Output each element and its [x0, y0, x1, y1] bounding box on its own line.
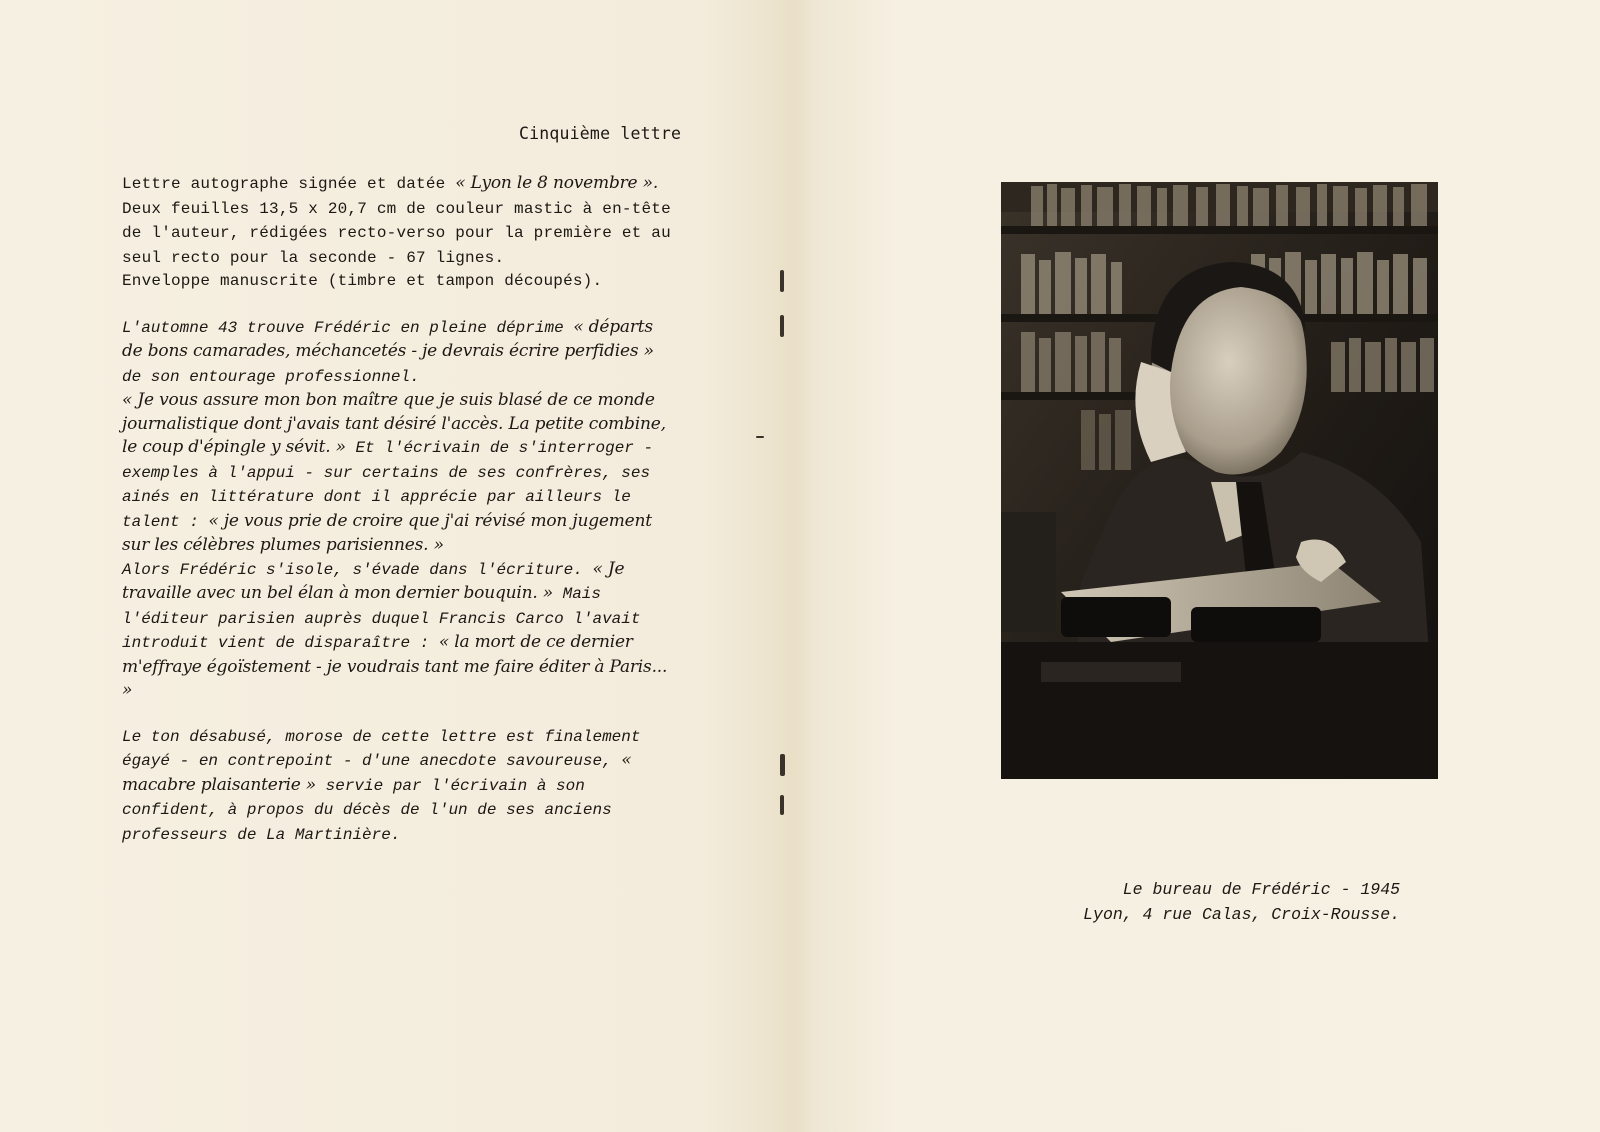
letter-description — [122, 172, 677, 847]
text-run: « macabre plaisanterie » — [122, 750, 632, 795]
para-description — [122, 172, 677, 270]
para-journalism — [122, 389, 677, 558]
text-run: servie par l'écrivain à son confident, à propos du décès de l'un de ses anciens professeurs de La Martinière. — [122, 776, 612, 844]
text-run: « je vous prie de croire que j'ai révisé mon jugement sur les célèbres plumes parisiennes. » — [122, 510, 652, 555]
right-page — [790, 0, 1600, 1132]
text-run: Le ton désabusé, morose de cette lettre est finalement égayé - en contrepoint - d'une anecdote savoureuse, — [122, 727, 641, 770]
photo-caption — [990, 877, 1400, 927]
caption-line-1: Le bureau de Frédéric - 1945 — [1122, 880, 1400, 899]
photo-illustration — [1001, 182, 1438, 779]
letter-heading: Cinquième lettre — [519, 124, 682, 143]
binding-mark — [780, 270, 784, 292]
para-envelope: Enveloppe manuscrite (timbre et tampon découpés). — [122, 272, 603, 290]
text-run: « Je travaille avec un bel élan à mon dernier bouquin. » — [122, 558, 625, 603]
binding-mark — [780, 754, 785, 776]
text-run: Et l'écrivain de s'interroger - exemples à l'appui - sur certains de ses confrères, ses ainés en littérature dont il apprécie par ailleurs le talent : — [122, 439, 654, 531]
text-run: Deux feuilles 13,5 x 20,7 cm de couleur mastic à en-tête de l'auteur, rédigées recto-verso pour la première et au seul recto pour la seconde - 67 lignes. — [122, 199, 671, 267]
text-run: L'automne 43 trouve Frédéric en pleine déprime — [122, 318, 574, 337]
text-run: « Lyon le 8 novembre ». — [455, 173, 659, 193]
text-run: Mais l'éditeur parisien auprès duquel Francis Carco l'avait introduit vient de disparaître : — [122, 585, 641, 652]
text-run: de son entourage professionnel. — [122, 367, 420, 386]
caption-line-2: Lyon, 4 rue Calas, Croix-Rousse. — [1083, 905, 1400, 924]
left-page — [0, 0, 790, 1132]
para-autumn — [122, 316, 677, 390]
binding-mark — [780, 795, 784, 815]
para-anecdote — [122, 725, 677, 848]
binding-mark — [780, 315, 784, 337]
binding-mark — [756, 436, 764, 438]
text-run: « Je vous assure mon bon maître que je suis blasé de ce monde journalistique dont j'avais tant désiré l'accès. La petite combine, le coup d'épingle y sévit. » — [122, 390, 666, 457]
text-run: « la mort de ce dernier m'effraye égoïstement - je voudrais tant me faire éditer à Paris... » — [122, 632, 668, 700]
text-run: Alors Frédéric s'isole, s'évade dans l'écriture. — [122, 560, 593, 579]
text-run: Lettre autographe signée et datée — [122, 175, 456, 193]
paragraph-gap — [122, 294, 677, 316]
text-run: « départs de bons camarades, méchancetés - je devrais écrire perfidies » — [122, 316, 654, 361]
paragraph-gap — [122, 703, 677, 725]
office-photograph — [1001, 182, 1438, 779]
para-writing — [122, 558, 677, 703]
